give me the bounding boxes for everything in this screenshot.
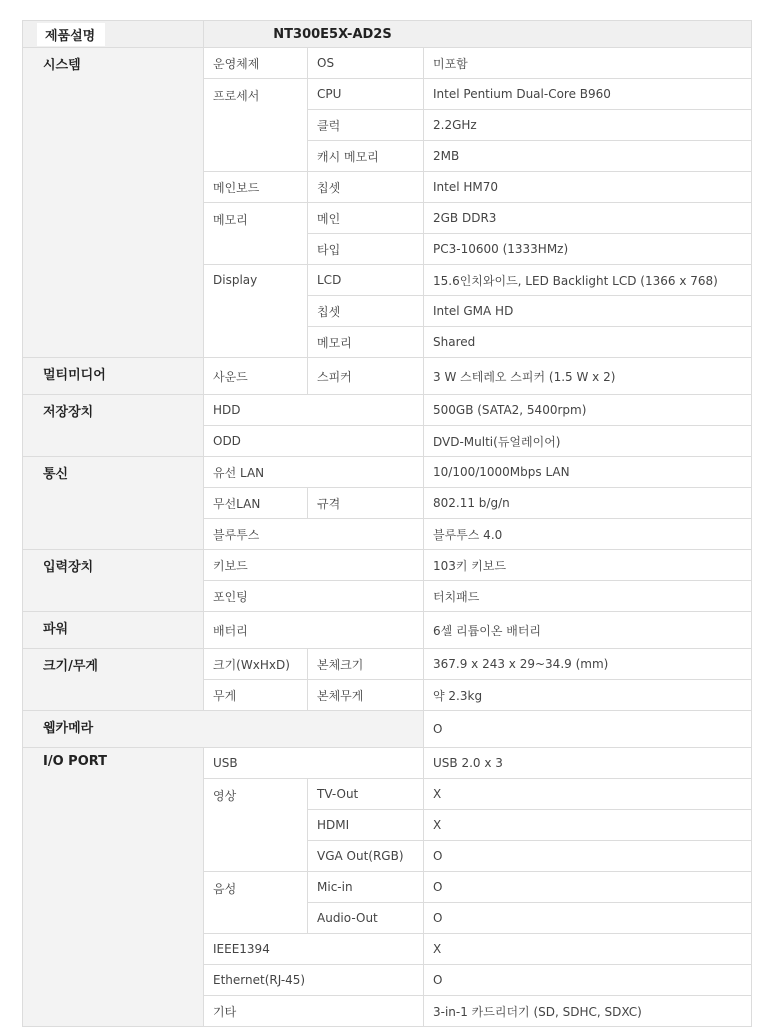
- item-label: 캐시 메모리: [308, 141, 424, 172]
- category-input: 입력장치: [23, 550, 204, 612]
- value-cell: 미포함: [424, 48, 752, 79]
- value-cell: 6셀 리튬이온 배터리: [424, 612, 752, 649]
- value-cell: DVD-Multi(듀얼레이어): [424, 426, 752, 457]
- item-label: 본체무게: [308, 680, 424, 711]
- table-row: [23, 649, 752, 680]
- category-multimedia: 멀티미디어: [23, 358, 204, 395]
- table-row: [23, 612, 752, 649]
- value-cell: 15.6인치와이드, LED Backlight LCD (1366 x 768): [424, 265, 752, 296]
- table-row: [23, 457, 752, 488]
- table-row: [23, 48, 752, 79]
- value-cell: O: [424, 711, 752, 748]
- item-label: Audio-Out: [308, 903, 424, 934]
- value-cell: X: [424, 779, 752, 810]
- value-cell: Intel GMA HD: [424, 296, 752, 327]
- value-cell: 3 W 스테레오 스피커 (1.5 W x 2): [424, 358, 752, 395]
- sub-label: 키보드: [204, 550, 424, 581]
- sub-label: 배터리: [204, 612, 424, 649]
- item-label: 타입: [308, 234, 424, 265]
- item-label: CPU: [308, 79, 424, 110]
- value-cell: X: [424, 934, 752, 965]
- sub-label: 무게: [204, 680, 308, 711]
- sub-label: USB: [204, 748, 424, 779]
- sub-label: 사운드: [204, 358, 308, 395]
- sub-label: 포인팅: [204, 581, 424, 612]
- sub-label: 영상: [204, 779, 308, 872]
- sub-label: IEEE1394: [204, 934, 424, 965]
- sub-label: ODD: [204, 426, 424, 457]
- sub-label: 크기(WxHxD): [204, 649, 308, 680]
- sub-label: 메모리: [204, 203, 308, 265]
- category-webcam: 웹카메라: [23, 711, 424, 748]
- item-label: 칩셋: [308, 296, 424, 327]
- item-label: 규격: [308, 488, 424, 519]
- value-cell: X: [424, 810, 752, 841]
- table-row: [23, 550, 752, 581]
- value-cell: 10/100/1000Mbps LAN: [424, 457, 752, 488]
- item-label: OS: [308, 48, 424, 79]
- value-cell: 2MB: [424, 141, 752, 172]
- value-cell: 802.11 b/g/n: [424, 488, 752, 519]
- value-cell: 약 2.3kg: [424, 680, 752, 711]
- model-cell: [204, 21, 752, 48]
- value-cell: PC3-10600 (1333HMz): [424, 234, 752, 265]
- value-cell: O: [424, 872, 752, 903]
- value-cell: O: [424, 903, 752, 934]
- value-cell: USB 2.0 x 3: [424, 748, 752, 779]
- item-label: 클럭: [308, 110, 424, 141]
- category-network: 통신: [23, 457, 204, 550]
- value-cell: 103키 키보드: [424, 550, 752, 581]
- value-cell: 3-in-1 카드리더기 (SD, SDHC, SDXC): [424, 996, 752, 1027]
- sub-label: HDD: [204, 395, 424, 426]
- value-cell: O: [424, 965, 752, 996]
- item-label: TV-Out: [308, 779, 424, 810]
- header-row: [23, 21, 752, 48]
- sub-label: 프로세서: [204, 79, 308, 172]
- value-cell: Intel HM70: [424, 172, 752, 203]
- value-cell: 터치패드: [424, 581, 752, 612]
- value-cell: Shared: [424, 327, 752, 358]
- item-label: Mic-in: [308, 872, 424, 903]
- item-label: HDMI: [308, 810, 424, 841]
- sub-label: 운영체제: [204, 48, 308, 79]
- category-power: 파워: [23, 612, 204, 649]
- sub-label: 블루투스: [204, 519, 424, 550]
- item-label: 메인: [308, 203, 424, 234]
- value-cell: 500GB (SATA2, 5400rpm): [424, 395, 752, 426]
- table-row: [23, 395, 752, 426]
- item-label: 본체크기: [308, 649, 424, 680]
- spec-table: [22, 20, 752, 1027]
- sub-label: 메인보드: [204, 172, 308, 203]
- sub-label: 유선 LAN: [204, 457, 424, 488]
- sub-label: Ethernet(RJ-45): [204, 965, 424, 996]
- value-cell: 2.2GHz: [424, 110, 752, 141]
- item-label: 칩셋: [308, 172, 424, 203]
- sub-label: 기타: [204, 996, 424, 1027]
- sub-label: 음성: [204, 872, 308, 934]
- value-cell: Intel Pentium Dual-Core B960: [424, 79, 752, 110]
- item-label: 스피커: [308, 358, 424, 395]
- sub-label: Display: [204, 265, 308, 358]
- item-label: VGA Out(RGB): [308, 841, 424, 872]
- table-row: [23, 711, 752, 748]
- header-label: 제품설명: [37, 23, 105, 46]
- value-cell: O: [424, 841, 752, 872]
- table-row: [23, 358, 752, 395]
- category-storage: 저장장치: [23, 395, 204, 457]
- value-cell: 367.9 x 243 x 29~34.9 (mm): [424, 649, 752, 680]
- item-label: 메모리: [308, 327, 424, 358]
- category-system: 시스템: [23, 48, 204, 358]
- table-row: [23, 748, 752, 779]
- value-cell: 2GB DDR3: [424, 203, 752, 234]
- header-label-cell: [23, 21, 204, 48]
- category-io: I/O PORT: [23, 748, 204, 1027]
- item-label: LCD: [308, 265, 424, 296]
- value-cell: 블루투스 4.0: [424, 519, 752, 550]
- model-name: NT300E5X-AD2S: [273, 26, 392, 42]
- category-size: 크기/무게: [23, 649, 204, 711]
- sub-label: 무선LAN: [204, 488, 308, 519]
